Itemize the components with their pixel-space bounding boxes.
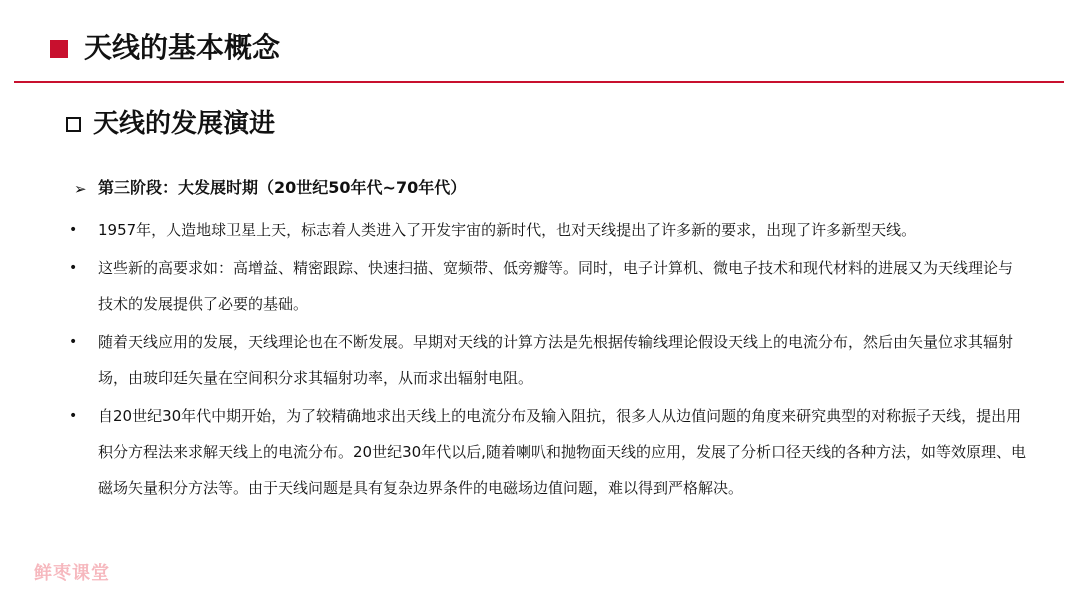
section-title: 天线的发展演进 [93, 109, 276, 139]
list-item [66, 212, 1026, 248]
list-item [66, 324, 1026, 396]
bullet-dot-icon: • [69, 408, 78, 424]
bullet-text: 1957年，人造地球卫星上天，标志着人类进入了开发宇宙的新时代，也对天线提出了许多新的要求，出现了许多新型天线。 [98, 221, 917, 239]
list-item [66, 398, 1026, 506]
bullet-dot-icon: • [69, 260, 78, 276]
header-square-icon [50, 40, 68, 58]
bullet-text: 随着天线应用的发展，天线理论也在不断发展。早期对天线的计算方法是先根据传输线理论假设天线上的电流分布，然后由矢量位求其辐射场，由玻印廷矢量在空间积分求其辐射功率，从而求出辐射电阻。 [98, 333, 1014, 387]
bullet-text: 自20世纪30年代中期开始，为了较精确地求出天线上的电流分布及输入阻抗，很多人从边值问题的角度来研究典型的对称振子天线，提出用积分方程法来求解天线上的电流分布。20世纪30年代以后,随着喇叭和抛物面天线的应用，发展了分析口径天线的各种方法，如等效原理、电磁场矢量积分方法等。由于天线问题是具有复杂边界条件的电磁场边值问题，难以得到严格解决。 [98, 407, 1026, 497]
list-item [66, 250, 1026, 322]
page-title: 天线的基本概念 [84, 31, 281, 64]
arrow-bullet-icon: ➢ [74, 180, 87, 198]
stage-title: 第三阶段：大发展时期（20世纪50年代~70年代） [98, 178, 467, 197]
header-divider [14, 81, 1064, 83]
hollow-square-bullet-icon [66, 117, 81, 132]
bullet-dot-icon: • [69, 222, 78, 238]
bullet-dot-icon: • [69, 334, 78, 350]
watermark-logo: 鲜枣课堂 [34, 563, 110, 584]
bullet-list [66, 212, 1026, 508]
bullet-text: 这些新的高要求如：高增益、精密跟踪、快速扫描、宽频带、低旁瓣等。同时，电子计算机、微电子技术和现代材料的进展又为天线理论与技术的发展提供了必要的基础。 [98, 259, 1014, 313]
